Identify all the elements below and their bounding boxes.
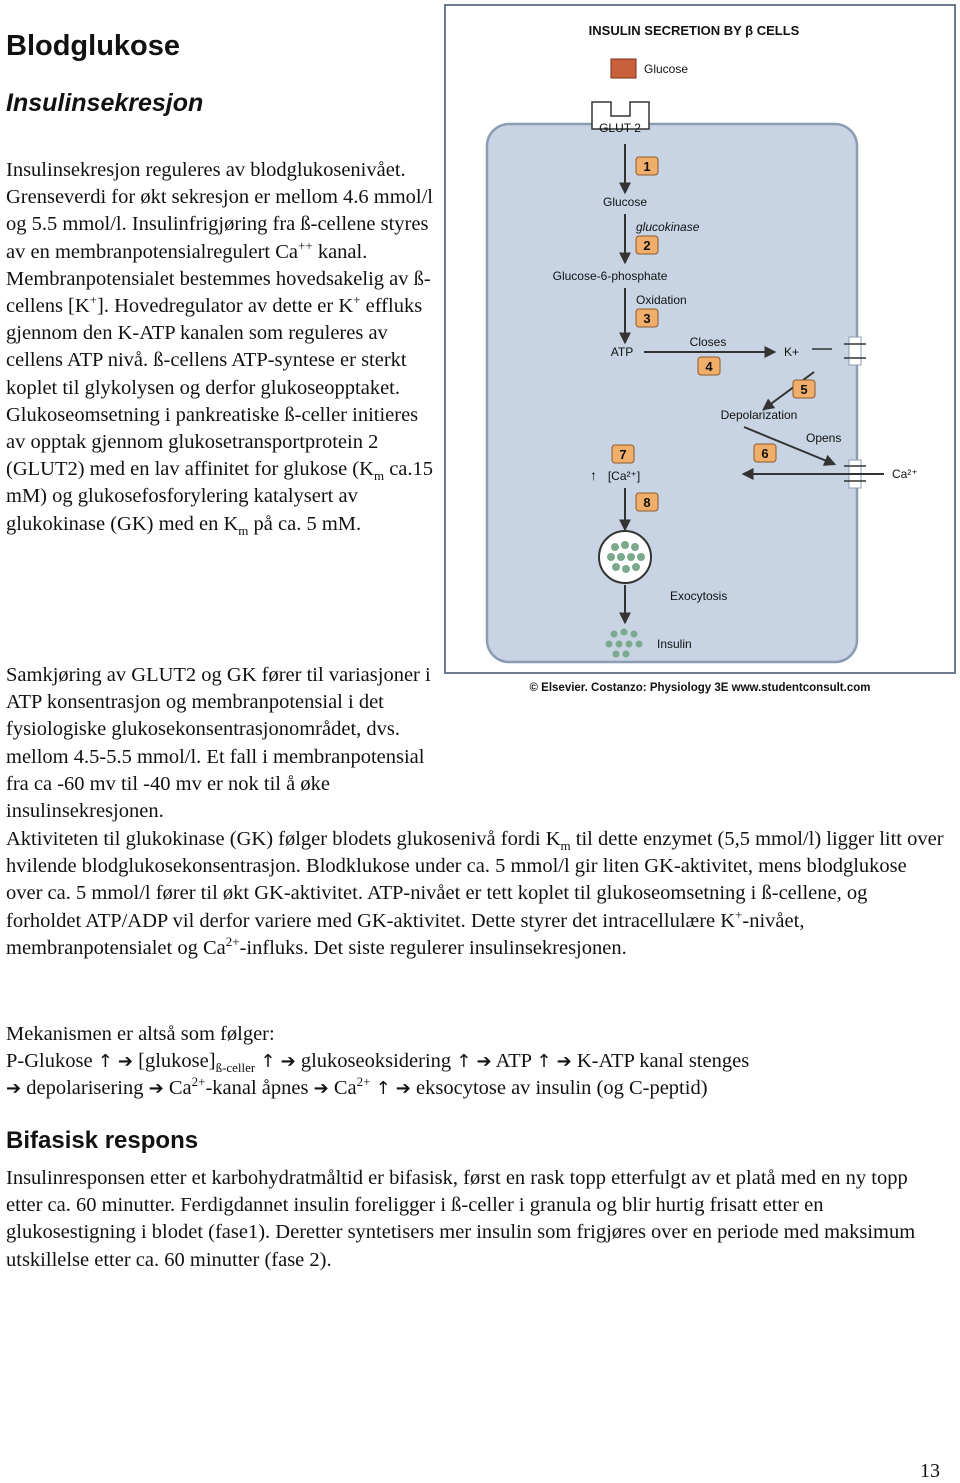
glucose-label: Glucose <box>644 62 689 76</box>
atp-label: ATP <box>610 345 634 359</box>
paragraph-mechanism <box>6 1021 946 1103</box>
superscript: ++ <box>298 237 313 253</box>
k-plus-label: K+ <box>784 345 800 359</box>
step-label: 2 <box>643 238 651 253</box>
text-run: kanal. Membranpotensialet bestemmes hovedsakelig av ß-cellens [K <box>6 240 431 318</box>
depolarization-label: Depolarization <box>720 408 798 422</box>
right-arrow-icon: ➔ <box>476 1051 492 1073</box>
right-arrow-icon: ➔ <box>395 1078 411 1100</box>
text-run: Samkjøring av GLUT2 og GK fører til variasjoner i ATP konsentrasjon og membranpotensial i det fysiologiske glukosekonsentrasjonområdet, dvs. mellom 4.5-5.5 mmol/l. Et fall i membranpotensial fra ca -60 mv til -40 mv er nok til å øke insulinsekresjonen. <box>6 664 431 823</box>
right-arrow-icon: ➔ <box>280 1051 296 1073</box>
mechanism-step: Ca <box>333 1077 357 1100</box>
paragraph-biphasic: Insulinresponsen etter et karbohydratmåltid er bifasisk, først en rask topp etterfulgt av et platå med en ny topp etter ca. 60 minutter. Ferdigdannet insulin foreligger i ß-celler i granula og blir hurtig frisatt etter en glukosestigning i blodet (fase1). Deretter syntetisers mer insulin som frigjøres over en periode med maksimum utskillelse etter ca. 60 minutter (fase 2). <box>6 1167 916 1271</box>
superscript: + <box>735 906 743 922</box>
text-run: på ca. 5 mM. <box>248 512 362 535</box>
mechanism-step: depolarisering <box>26 1077 144 1100</box>
superscript: 2+ <box>225 933 240 949</box>
superscript: + <box>89 292 98 308</box>
glucokinase-label: glucokinase <box>636 220 700 234</box>
figure-credit: © Elsevier. Costanzo: Physiology 3E www.studentconsult.com <box>529 682 871 694</box>
text-run: effluks gjennom den K-ATP kanalen som reguleres av cellens ATP nivå. ß-cellens ATP-syntese er sterkt koplet til glykolysen og derfor glukoseopptaket. Glukoseomsetning i pankreatiske ß-celler initieres av opptak gjennom glukosetransportprotein 2 (GLUT2) med en lav affinitet for glukose (K <box>6 295 423 481</box>
step-label: 3 <box>643 311 651 326</box>
mechanism-intro: Mekanismen er altså som følger: <box>6 1023 275 1045</box>
ca-intracellular-label: [Ca²⁺] <box>607 469 641 483</box>
superscript: + <box>353 292 361 308</box>
page-subheading: Insulinsekresjon <box>6 89 204 117</box>
text-run: ]. Hovedregulator av dette er K <box>97 295 354 318</box>
step-label: 1 <box>643 159 651 174</box>
up-arrow-icon: ↑ <box>97 1051 113 1073</box>
text-run: ca.15 mM) og glukosefosforylering katalysert av glukokinase (GK) med en K <box>6 458 434 535</box>
up-arrow-icon: ↑ <box>260 1051 276 1073</box>
right-arrow-icon: ➔ <box>556 1051 572 1073</box>
superscript: 2+ <box>191 1074 206 1090</box>
subscript: m <box>373 468 385 484</box>
paragraph-glucokinase <box>6 826 946 962</box>
opens-label: Opens <box>806 431 842 445</box>
step-label: 7 <box>619 447 627 462</box>
step-label: 4 <box>705 359 713 374</box>
up-arrow-icon: ↑ <box>536 1051 552 1073</box>
exocytosis-label: Exocytosis <box>670 589 728 603</box>
insulin-label: Insulin <box>657 637 692 651</box>
mechanism-step: eksocytose av insulin (og C-peptid) <box>416 1077 708 1100</box>
text-run: Insulinsekresjon reguleres av blodglukosenivået. Grenseverdi for økt sekresjon er mellom 4.6 mmol/l og 5.5 mmol/l. Insulinfrigjøring fra ß-cellene styres av en membranpotensialregulert Ca <box>6 159 433 263</box>
glut2-label: GLUT 2 <box>599 121 641 135</box>
right-arrow-icon: ➔ <box>117 1051 133 1073</box>
figure-title: INSULIN SECRETION BY β CELLS <box>588 23 800 38</box>
section-heading-biphasic: Bifasisk respons <box>6 1127 199 1154</box>
katp-channel <box>849 337 861 365</box>
subscript: ß-celler <box>215 1060 256 1076</box>
text-run: Aktiviteten til glukokinase (GK) følger blodets glukosenivå fordi K <box>6 828 561 850</box>
superscript: 2+ <box>356 1074 371 1090</box>
text-run: -nivået, membranpotensialet og Ca <box>6 909 805 959</box>
mechanism-step: [glukose] <box>138 1050 216 1073</box>
mechanism-step: -kanal åpnes <box>205 1077 309 1100</box>
up-arrow-icon: ↑ <box>456 1051 472 1073</box>
mechanism-step: glukoseoksidering <box>300 1050 452 1073</box>
step-label: 5 <box>800 382 808 397</box>
mechanism-step: K-ATP kanal stenges <box>576 1050 750 1073</box>
mechanism-step: P-Glukose <box>6 1050 93 1073</box>
right-arrow-icon: ➔ <box>313 1078 329 1100</box>
text-run: til dette enzymet (5,5 mmol/l) ligger litt over hvilende blodglukosekonsentrasjon. Blodklukose under ca. 5 mmol/l gir liten GK-aktivitet, mens blodglukose over ca. 5 mmol/l fører til økt GK-aktivitet. ATP-nivået er tett koplet til glukoseomsetning i ß-cellene, og forholdet ATP/ADP vil derfor variere med GK-aktivitet. Dette styrer det intracellulære K <box>6 828 944 932</box>
text-run: -influks. Det siste regulerer insulinsekresjonen. <box>239 936 627 959</box>
closes-label: Closes <box>689 335 727 349</box>
page-number: 13 <box>920 1460 940 1482</box>
up-arrow-icon: ↑ <box>590 467 597 483</box>
page-heading: Blodglukose <box>6 30 181 62</box>
insulin-secretion-figure <box>444 4 956 698</box>
mechanism-step: ATP <box>495 1050 532 1073</box>
glucose-molecule <box>611 59 636 78</box>
step-label: 6 <box>761 446 769 461</box>
mechanism-step: Ca <box>168 1077 192 1100</box>
ca-outside-label: Ca²⁺ <box>892 467 918 481</box>
right-arrow-icon: ➔ <box>148 1078 164 1100</box>
subscript: m <box>238 522 249 538</box>
subscript: m <box>560 838 571 854</box>
oxidation-label: Oxidation <box>636 293 687 307</box>
glucose-inner-label: Glucose <box>602 195 648 209</box>
step-label: 8 <box>643 495 651 510</box>
g6p-label: Glucose-6-phosphate <box>552 269 668 283</box>
up-arrow-icon: ↑ <box>375 1078 391 1100</box>
paragraph-intro <box>6 157 436 538</box>
right-arrow-icon: ➔ <box>6 1078 22 1100</box>
